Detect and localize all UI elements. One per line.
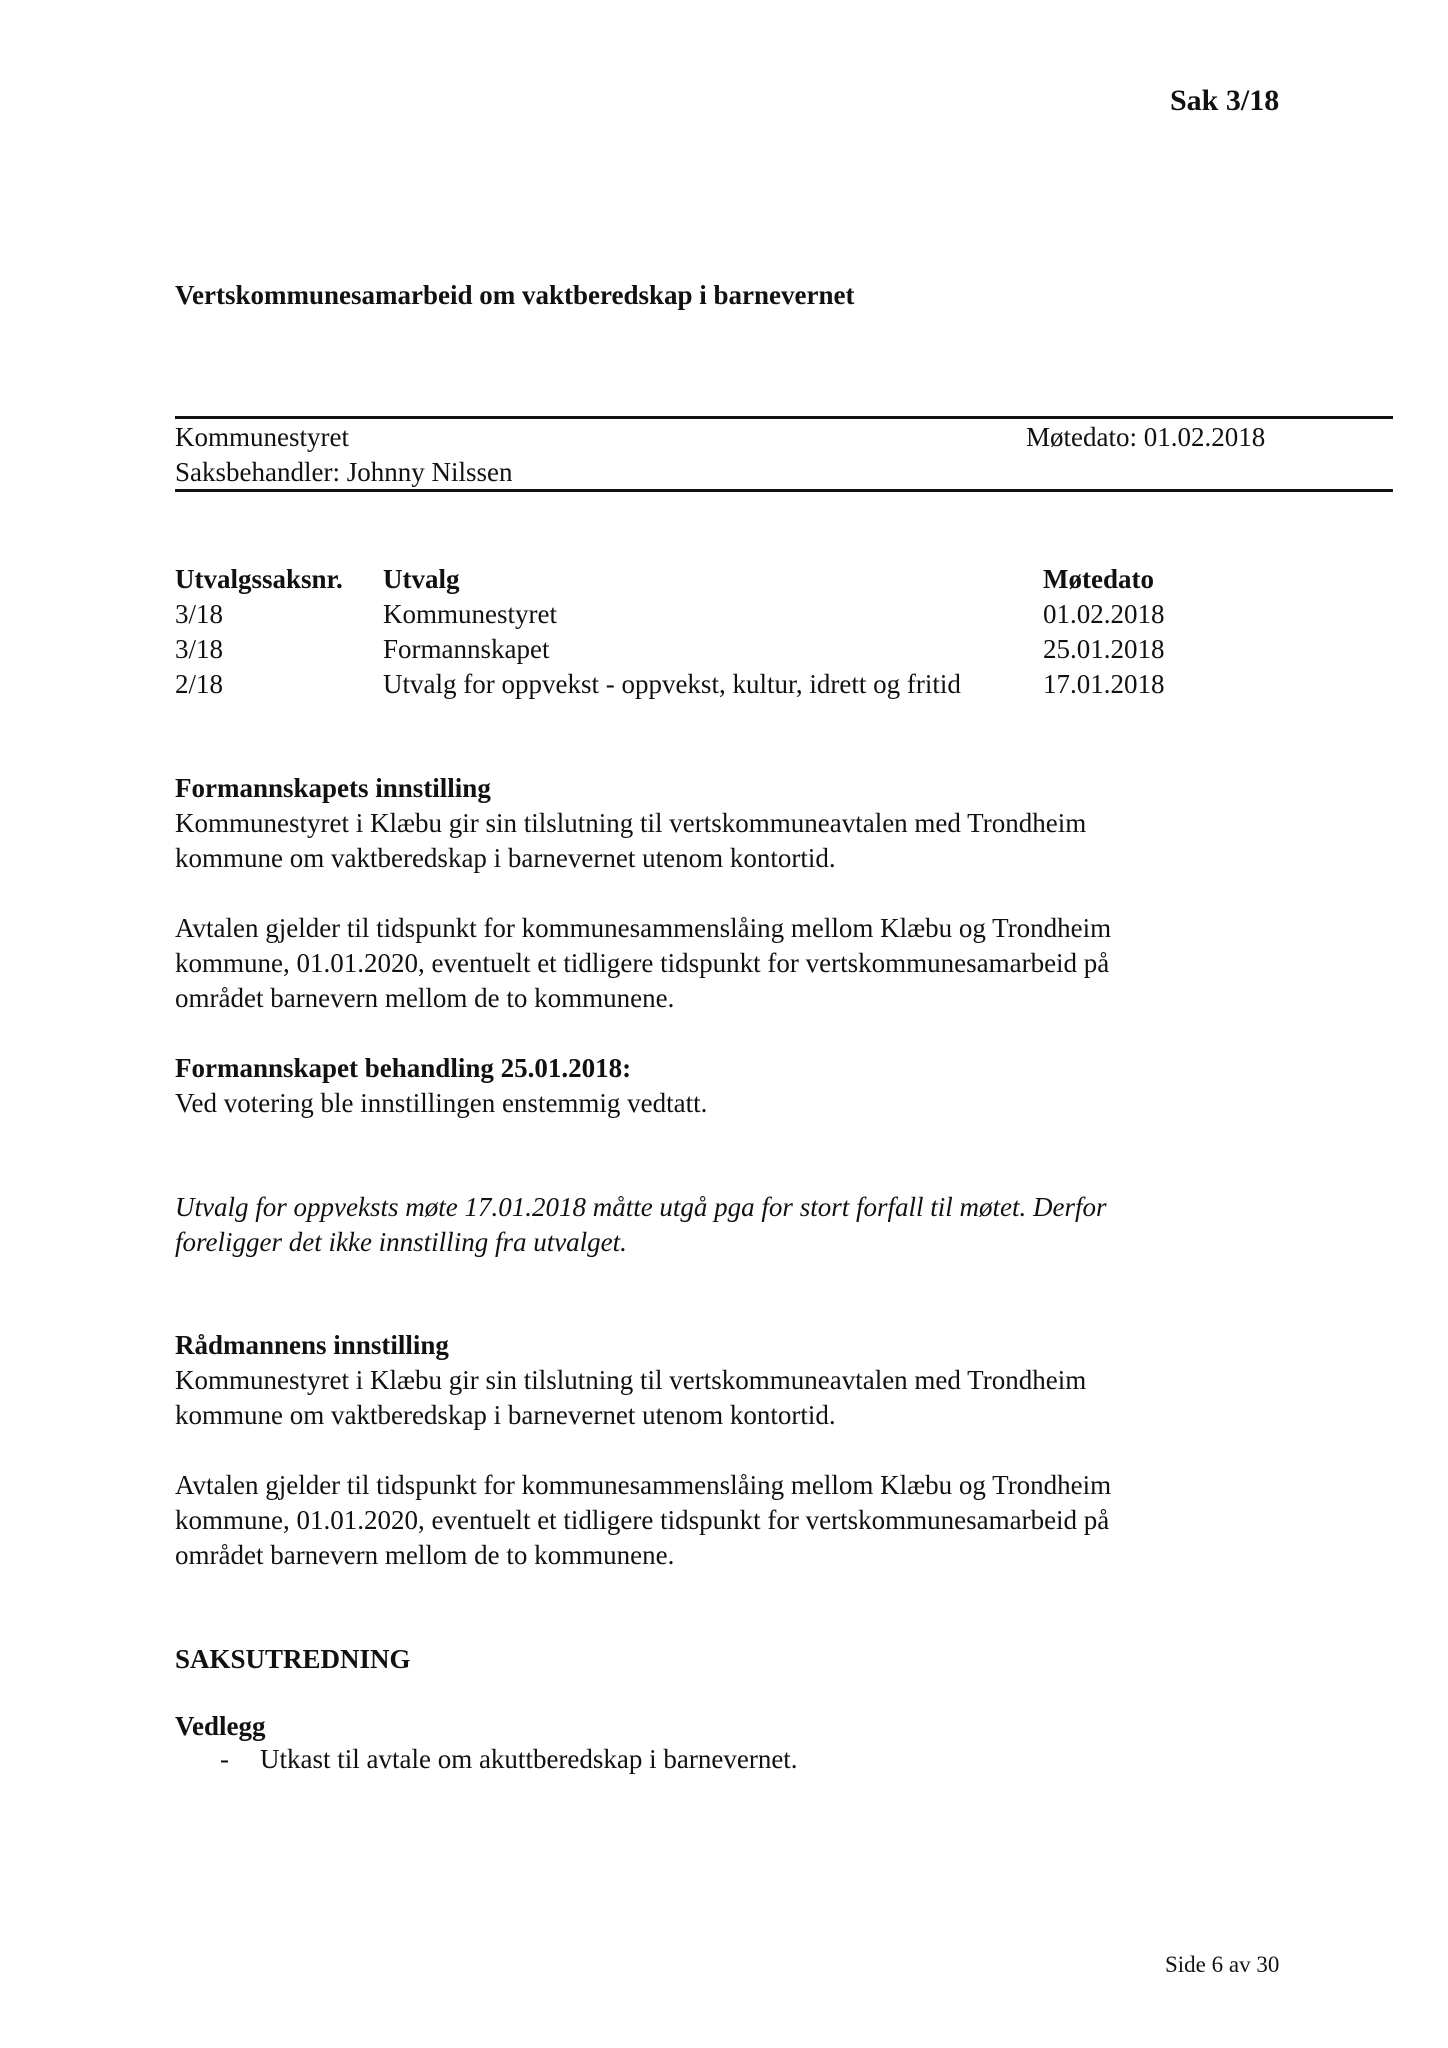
meta-case-officer: Saksbehandler: Johnny Nilssen [175,457,513,487]
formannskap-recommendation-heading: Formannskapets innstilling [175,773,491,803]
paragraph-line: området barnevern mellom de to kommunene. [175,983,675,1013]
radmann-recommendation-section [175,1328,1275,1433]
cell-committee: Kommunestyret [383,599,557,629]
cell-case-no: 3/18 [175,634,224,664]
formannskap-treatment-text: Ved votering ble innstillingen enstemmig vedtatt. [175,1088,708,1118]
col-header-meeting-date: Møtedato [1043,564,1154,594]
paragraph-line: kommune om vaktberedskap i barnevernet utenom kontortid. [175,843,836,873]
cell-meeting-date: 17.01.2018 [1043,669,1165,699]
paragraph-line: kommune, 01.01.2020, eventuelt et tidligere tidspunkt for vertskommunesamarbeid på [175,948,1110,978]
table-header-row [175,562,1213,597]
meta-meeting-date: Møtedato: 01.02.2018 [1026,422,1266,452]
cell-case-no: 2/18 [175,669,224,699]
table-row [175,597,1213,632]
paragraph-line: Avtalen gjelder til tidspunkt for kommunesammenslåing mellom Klæbu og Trondheim [175,1470,1112,1500]
paragraph-line: Avtalen gjelder til tidspunkt for kommunesammenslåing mellom Klæbu og Trondheim [175,913,1112,943]
paragraph-line: kommune, 01.01.2020, eventuelt et tidligere tidspunkt for vertskommunesamarbeid på [175,1505,1110,1535]
radmann-agreement-paragraph [175,1468,1275,1573]
saksutredning-heading: SAKSUTREDNING [175,1644,411,1674]
meta-left [175,420,512,490]
attachment-text: Utkast til avtale om akuttberedskap i barnevernet. [260,1744,798,1774]
list-item [175,1742,798,1777]
col-header-case-no: Utvalgssaksnr. [175,564,343,594]
cases-table [175,562,1213,702]
attachments-list [175,1742,798,1777]
table-row [175,667,1213,702]
formannskap-treatment-section [175,1051,1275,1121]
list-bullet: - [220,1744,229,1774]
cell-committee: Formannskapet [383,634,550,664]
formannskap-agreement-paragraph [175,911,1275,1016]
committee-note [175,1190,1275,1260]
paragraph-line: området barnevern mellom de to kommunene. [175,1540,675,1570]
cell-meeting-date: 01.02.2018 [1043,599,1165,629]
case-number: Sak 3/18 [1170,84,1280,117]
note-line: Utvalg for oppveksts møte 17.01.2018 måtte utgå pga for stort forfall til møtet. Derfor [175,1192,1107,1222]
bottom-divider [175,489,1393,492]
top-divider [175,416,1393,419]
paragraph-line: Kommunestyret i Klæbu gir sin tilslutning til vertskommuneavtalen med Trondheim [175,1365,1087,1395]
cell-meeting-date: 25.01.2018 [1043,634,1165,664]
document-title: Vertskommunesamarbeid om vaktberedskap i barnevernet [175,280,855,310]
paragraph-line: kommune om vaktberedskap i barnevernet utenom kontortid. [175,1400,836,1430]
note-line: foreligger det ikke innstilling fra utvalget. [175,1227,627,1257]
attachments-heading: Vedlegg [175,1711,266,1741]
cell-case-no: 3/18 [175,599,224,629]
cell-committee: Utvalg for oppvekst - oppvekst, kultur, idrett og fritid [383,669,961,699]
formannskap-treatment-heading: Formannskapet behandling 25.01.2018: [175,1053,632,1083]
meta-body: Kommunestyret [175,422,349,452]
table-row [175,632,1213,667]
paragraph-line: Kommunestyret i Klæbu gir sin tilslutning til vertskommuneavtalen med Trondheim [175,808,1087,838]
radmann-recommendation-heading: Rådmannens innstilling [175,1330,449,1360]
page-number: Side 6 av 30 [1165,1952,1280,1977]
formannskap-recommendation-section [175,771,1275,876]
col-header-committee: Utvalg [383,564,460,594]
